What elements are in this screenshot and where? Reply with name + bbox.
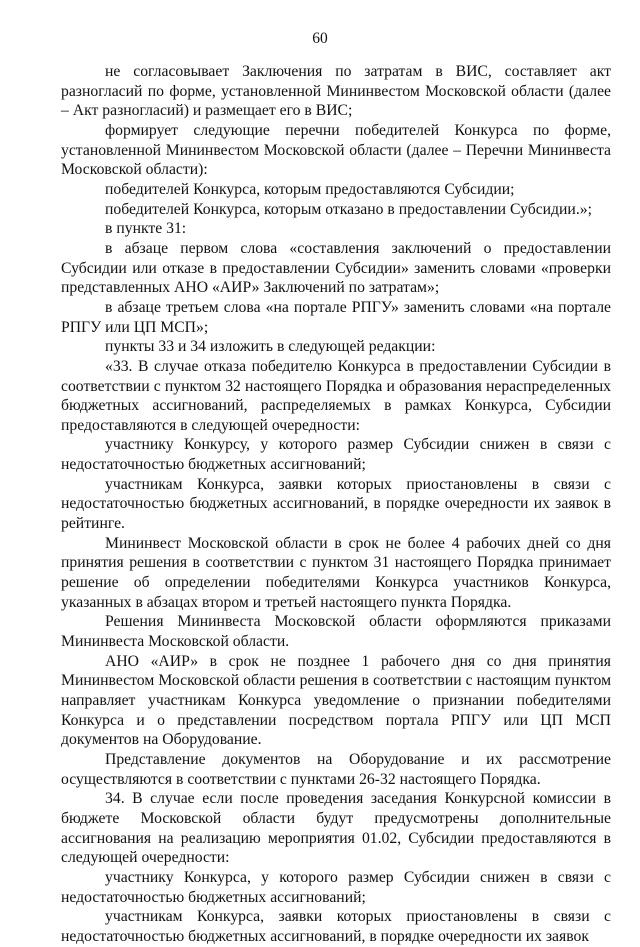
paragraph: участникам Конкурса, заявки которых приостановлены в связи с недостаточностью бюджетных ассигнований, в порядке очередности их заявок в рейтинге.	[61, 475, 611, 533]
paragraph: АНО «АИР» в срок не позднее 1 рабочего дня со дня принятия Мининвестом Московской области решения в соответствии с настоящим пунктом направляет участникам Конкурса уведомление о признании победителями Конкурса и о представлении посредством портала РПГУ или ЦП МСП документов на Оборудование.	[61, 652, 611, 749]
paragraph: победителей Конкурса, которым предоставляются Субсидии;	[105, 180, 515, 198]
paragraph: Решения Мининвеста Московской области оформляются приказами Мининвеста Московской области.	[61, 613, 611, 651]
paragraph: «33. В случае отказа победителю Конкурса в предоставлении Субсидии в соответствии с пунктом 32 настоящего Порядка и образования нераспределенных бюджетных ассигнований, распределяемых в рамках Конкурса, Субсидии предоставляются в следующей очередности:	[61, 357, 611, 434]
paragraph: пункты 33 и 34 изложить в следующей редакции:	[105, 338, 436, 356]
paragraph: в абзаце первом слова «составления заключений о предоставлении Субсидии или отказе в предоставлении Субсидии» заменить словами «проверки представленных АНО «АИР» Заключений по затратам»;	[61, 239, 611, 297]
paragraph: в абзаце третьем слова «на портале РПГУ» заменить словами «на портале РПГУ или ЦП МСП»;	[61, 298, 611, 336]
page-number: 60	[312, 30, 328, 47]
paragraph: не согласовывает Заключения по затратам в ВИС, составляет акт разногласий по форме, установленной Мининвестом Московской области (далее – Акт разногласий) и размещает его в ВИС;	[61, 63, 611, 120]
paragraph: Представление документов на Оборудование и их рассмотрение осуществляются в соответствии с пунктами 26-32 настоящего Порядка.	[61, 750, 611, 788]
paragraph: участникам Конкурса, заявки которых приостановлены в связи с недостаточностью бюджетных ассигнований, в порядке очередности их заявок	[61, 908, 611, 945]
paragraph: участнику Конкурса, у которого размер Субсидии снижен в связи с недостаточностью бюджетных ассигнований;	[61, 868, 611, 906]
paragraph: Мининвест Московской области в срок не более 4 рабочих дней со дня принятия решения в соответствии с пунктом 31 настоящего Порядка принимает решение об определении победителями Конкурса участников Конкурса, указанных в абзацах втором и третьей настоящего пункта Порядка.	[61, 534, 611, 611]
paragraph: в пункте 31:	[105, 220, 187, 238]
paragraph: победителей Конкурса, которым отказано в предоставлении Субсидии.»;	[105, 200, 592, 218]
paragraph: 34. В случае если после проведения заседания Конкурсной комиссии в бюджете Московской области будут предусмотрены дополнительные ассигнования на реализацию мероприятия 01.02, Субсидии предоставляются в следующей очередности:	[61, 790, 611, 867]
paragraph: участнику Конкурсу, у которого размер Субсидии снижен в связи с недостаточностью бюджетных ассигнований;	[61, 436, 611, 474]
paragraph: формирует следующие перечни победителей Конкурса по форме, установленной Мининвестом Московской области (далее – Перечни Мининвеста Московской области):	[61, 121, 611, 179]
document-body	[61, 62, 611, 947]
